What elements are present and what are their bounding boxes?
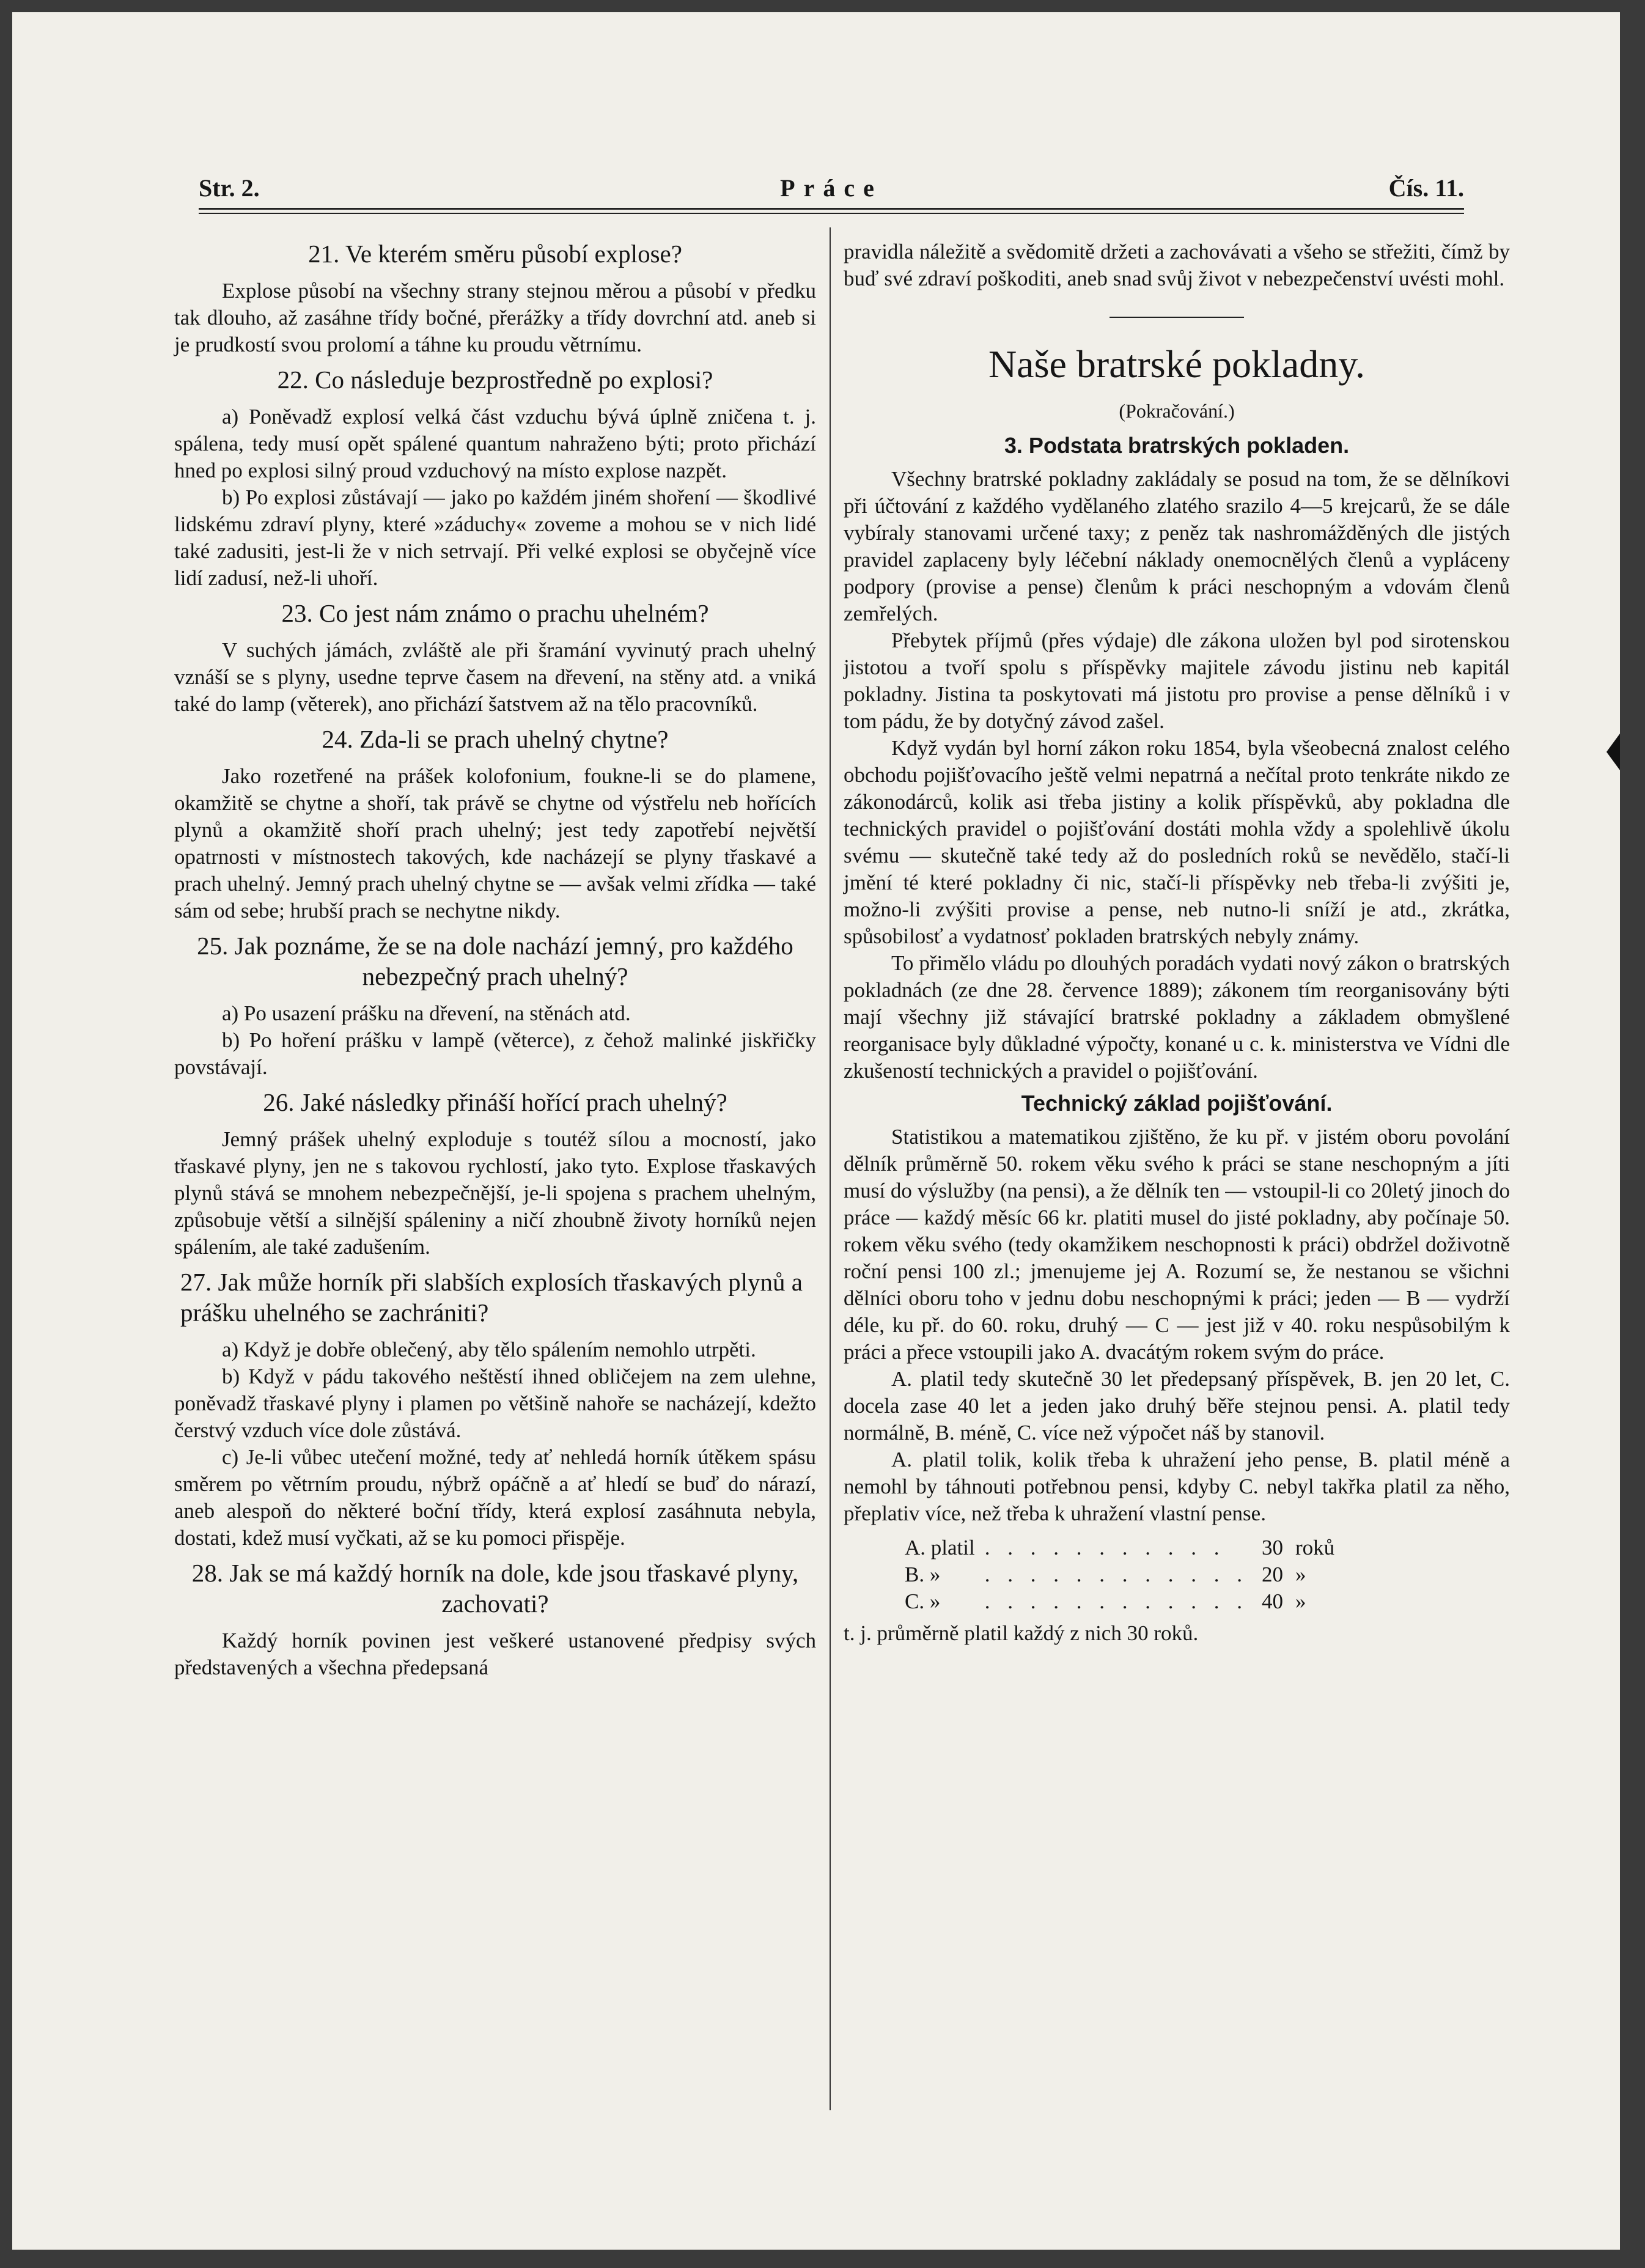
paragraph: b) Po explosi zůstávají — jako po každém jiném shoření — škodlivé lidskému zdraví plyny, které »záduchy« zoveme a mohou se v nich lidé také zadusiti, jest-li že v nich setrvají. Při velké explosi se obyčejně více lidí zadusí, než-li uhoří. <box>174 485 816 590</box>
question-heading: 23. Co jest nám známo o prachu uhelném? <box>281 599 709 627</box>
row-label: C. » <box>905 1589 941 1613</box>
paragraph: b) Když v pádu takového neštěstí ihned obličejem na zem ulehne, poněvadž třaskavé plyny i plamen po většině nahoře se nacházejí, kdežto čerstvý vzduch více dole zůstává. <box>174 1364 816 1442</box>
binding-mark <box>1606 734 1620 770</box>
leader-dots: . . . . . . . . . . . . <box>984 1589 1248 1613</box>
paragraph: b) Po hoření prášku v lampě (věterce), z čehož malinké jiskřičky povstávají. <box>174 1028 816 1079</box>
header-rule-thin <box>199 213 1464 214</box>
article-separator <box>1110 317 1244 318</box>
paragraph: Jemný prášek uhelný exploduje s toutéž sílou a mocností, jako třaskavé plyny, jen ne s takovou rychlostí, jako tyto. Explose třaskavých plynů stává se mnohem nebezpečnější, je-li spojena s prachem uhelným, způsobuje větší a silnější spáleniny a ničí zhoubně životy horníků nejen spálením, ale také zadušením. <box>174 1127 816 1259</box>
newspaper-page <box>12 12 1620 2250</box>
question-heading: 27. Jak může horník při slabších explosích třaskavých plynů a prášku uhelného se zachrániti? <box>180 1268 803 1327</box>
table-row <box>905 1534 1344 1561</box>
leader-dots: . . . . . . . . . . . . <box>984 1563 1248 1586</box>
paragraph: Explose působí na všechny strany stejnou měrou a působí v předku tak dlouho, až zasáhne třídy bočné, přerážky a třídy dovrchní atd. aneb si je prudkostí svou prolomí a táhne ku proudu větrnímu. <box>174 279 816 356</box>
page-header <box>199 174 1464 208</box>
left-column <box>174 238 816 1681</box>
paragraph: c) Je-li vůbec utečení možné, tedy ať nehledá horník útěkem spásu směrem po větrním proudu, nýbrž opáčně a ať hledí se buď do nárazí, aneb alespoň do některé boční třídy, která explosí zasáhnuta nebyla, dostati, kdež musí vyčkati, až se ku pomoci přispěje. <box>174 1445 816 1550</box>
article-title: Naše bratrské pokladny. <box>988 342 1366 386</box>
continued-note: (Pokračování.) <box>1119 400 1235 422</box>
question-heading: 22. Co následuje bezprostředně po explosi? <box>277 366 713 394</box>
question-heading: 28. Jak se má každý horník na dole, kde jsou třaskavé plyny, zachovati? <box>191 1559 799 1618</box>
paragraph: A. platil tolik, kolik třeba k uhražení jeho pense, B. platil méně a nemohl by táhnouti potřebnou pensi, kdyby C. nebyl takřka platil za něho, přeplativ více, než třeba k uhražení vlastní pense. <box>844 1448 1510 1525</box>
publication-title: Práce <box>780 174 883 202</box>
question-heading: 24. Zda-li se prach uhelný chytne? <box>322 725 669 753</box>
paragraph: Všechny bratrské pokladny zakládaly se posud na tom, že se dělníkovi při účtování z každého vydělaného zlatého srazilo 4—5 krejcarů, že se dále vybíraly stanovami určené taxy; z peněz tak nashromážděných dle jistých pravidel zaplaceny byly léčební náklady onemocnělých členů a vypláceny podpory (provise a pense) členům k práci neschopným a vdovám členů zemřelých. <box>844 467 1510 625</box>
paragraph: Když vydán byl horní zákon roku 1854, byla všeobecná znalost celého obchodu pojišťovacího ještě velmi nepatrná a nečítal proto tenkráte nikdo ze zákonodárců, kolik asi třeba jistiny a kolik příspěvků, aby pokladna dle technických pravidel o pojišťování dostáti mohla vždy a spolehlivě úkolu svému — skutečně také tedy až do posledních roků se nevědělo, stačí-li jmění té které pokladny či nic, stačí-li příspěvky neb třeba-li zvýšiti je, možno-li zvýšiti provise a pense, neb nutno-li sníží je atd., zkrátka, spůsobilosť a vydatnosť pokladen bratrských nebyly známy. <box>844 736 1510 948</box>
row-label: A. platil <box>905 1536 975 1559</box>
page-number: Str. 2. <box>199 174 260 202</box>
question-heading: 25. Jak poznáme, že se na dole nachází jemný, pro každého nebezpečný prach uhelný? <box>197 932 793 990</box>
paragraph: a) Když je dobře oblečený, aby tělo spálením nemohlo utrpěti. <box>222 1338 756 1361</box>
closing-line: t. j. průměrně platil každý z nich 30 roků. <box>844 1621 1199 1645</box>
paragraph: Jako rozetřené na prášek kolofonium, foukne-li se do plamene, okamžitě se chytne a shoří, tak právě se chytne od výstřelu neb hořících plynů a okamžitě shoří prach uhelný; jest tedy zapotřebí největší opatrnosti v místnostech takových, kde nacházejí se plyny třaskavé a prach uhelný. Jemný prach uhelný chytne se — avšak velmi zřídka — také sám od sebe; hrubší prach se nechytne nikdy. <box>174 764 816 922</box>
paragraph: To přimělo vládu po dlouhých poradách vydati nový zákon o bratrských pokladnách (ze dne 28. července 1889); zákonem tím reorganisovány býti mají všechny již stávající bratrské pokladny a základem obmyšlené reorganisace byly důkladné výpočty, konané u c. k. ministerstva ve Vídni dle zkušeností technických a pravidel o pojišťování. <box>844 951 1510 1083</box>
paragraph: V suchých jámách, zvláště ale při šramání vyvinutý prach uhelný vznáší se s plyny, usedne teprve časem na dřevení, na stěny atd. a vniká také do lamp (věterek), ano přichází šatstvem až na tělo pracovníků. <box>174 638 816 716</box>
table-row <box>905 1561 1344 1588</box>
row-label: B. » <box>905 1563 941 1586</box>
row-value: 30 <box>1261 1536 1283 1559</box>
continuation-paragraph: pravidla náležitě a svědomitě držeti a zachovávati a všeho se střežiti, čímž by buď své zdraví poškoditi, aneb snad svůj život v nebezpečenství uvésti mohl. <box>844 240 1510 290</box>
header-rule <box>199 208 1464 210</box>
table-row <box>905 1588 1344 1615</box>
question-heading: 26. Jaké následky přináší hořící prach uhelný? <box>263 1088 727 1116</box>
section-heading: 3. Podstata bratrských pokladen. <box>1004 433 1350 458</box>
right-column <box>844 238 1510 1647</box>
row-unit: » <box>1295 1563 1306 1586</box>
question-heading: 21. Ve kterém směru působí explose? <box>308 240 682 268</box>
paragraph: a) Po usazení prášku na dřevení, na stěnách atd. <box>222 1001 631 1025</box>
issue-number: Čís. 11. <box>1388 174 1464 202</box>
column-divider <box>830 227 831 2110</box>
paragraph: a) Poněvadž explosí velká část vzduchu bývá úplně zničena t. j. spálena, tedy musí opět spálené quantum nahraženo býti; proto přichází hned po explosi silný proud vzduchový na místo explose nazpět. <box>174 405 816 482</box>
paragraph: Každý horník povinen jest veškeré ustanovené předpisy svých představených a všechna předepsaná <box>174 1629 816 1679</box>
leader-dots: . . . . . . . . . . . <box>984 1536 1226 1559</box>
row-value: 40 <box>1261 1589 1283 1613</box>
row-value: 20 <box>1261 1563 1283 1586</box>
contribution-table <box>905 1534 1344 1615</box>
paragraph: Statistikou a matematikou zjištěno, že ku př. v jistém oboru povolání dělník průměrně 50. rokem věku svého k práci se stane neschopným a jíti musí do výslužby (na pensi), a že dělník ten — vstoupil-li co 20letý jinoch do práce — každý měsíc 66 kr. platiti musel do jisté pokladny, aby počínaje 50. rokem věku svého (tedy okamžikem neschopnosti k práci) obdržel doživotně roční pensi 100 zl.; jmenujeme jej A. Rozumí se, že nestanou se všichni dělníci oboru toho v jednu dobu neschopnými k práci; jeden — B — vydrží déle, ku př. do 60. roku, druhý — C — jest již v 40. roku nespůsobilým k práci a přece vstoupili jako A. dvacátým rokem svým do práce. <box>844 1125 1510 1364</box>
row-unit: » <box>1295 1589 1306 1613</box>
paragraph: Přebytek příjmů (přes výdaje) dle zákona uložen byl pod sirotenskou jistotou a tvoří spolu s příspěvky majitele závodu jistinu neb kapitál pokladny. Jistina ta poskytovati má jistotu pro provise a pense dělníků i v tom pádu, že by dotyčný závod zašel. <box>844 628 1510 733</box>
row-unit: roků <box>1295 1536 1335 1559</box>
paragraph: A. platil tedy skutečně 30 let předepsaný příspěvek, B. jen 20 let, C. docela zase 40 let a jeden jako druhý běře stejnou pensi. A. platil tedy normálně, B. méně, C. více než výpočet náš by stanovil. <box>844 1367 1510 1445</box>
section-heading: Technický základ pojišťování. <box>1021 1091 1333 1116</box>
